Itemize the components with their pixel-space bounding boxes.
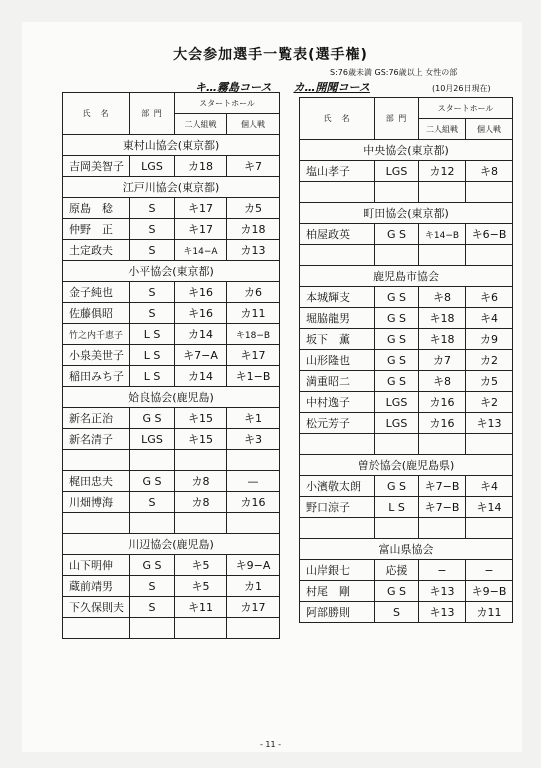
player-name: 山形隆也 xyxy=(300,350,375,371)
individual-start-hole: キ17 xyxy=(227,345,280,366)
player-division: L S xyxy=(130,324,175,345)
individual-start-hole: キ14 xyxy=(466,497,513,518)
association-name: 姶良協会(鹿児島) xyxy=(63,387,280,408)
player-division xyxy=(375,245,419,266)
player-row xyxy=(300,224,513,245)
player-row xyxy=(63,408,280,429)
player-row xyxy=(300,434,513,455)
individual-start-hole: キ9−B xyxy=(466,581,513,602)
player-name xyxy=(300,245,375,266)
pair-start-hole: カ18 xyxy=(175,156,227,177)
player-division: G S xyxy=(375,224,419,245)
player-name: 蔵前靖男 xyxy=(63,576,130,597)
player-row xyxy=(63,198,280,219)
pair-start-hole: キ13 xyxy=(419,602,466,623)
player-division xyxy=(375,518,419,539)
individual-start-hole: キ8 xyxy=(466,161,513,182)
pair-start-hole: カ16 xyxy=(419,392,466,413)
player-row xyxy=(300,350,513,371)
player-row xyxy=(300,581,513,602)
individual-start-hole: カ9 xyxy=(466,329,513,350)
player-row xyxy=(300,329,513,350)
pair-start-hole xyxy=(419,245,466,266)
individual-start-hole: カ5 xyxy=(227,198,280,219)
association-name: 小平協会(東京都) xyxy=(63,261,280,282)
player-division: G S xyxy=(130,555,175,576)
association-name: 富山県協会 xyxy=(300,539,513,560)
player-name: 竹之内千恵子 xyxy=(63,324,130,345)
player-name: 山岸銀七 xyxy=(300,560,375,581)
association-row xyxy=(300,203,513,224)
right-entry-table xyxy=(299,97,513,623)
player-name: 土定政夫 xyxy=(63,240,130,261)
player-name xyxy=(63,618,130,639)
individual-start-hole: カ1 xyxy=(227,576,280,597)
pair-start-hole: キ18 xyxy=(419,308,466,329)
pair-start-hole xyxy=(175,450,227,471)
individual-start-hole: キ2 xyxy=(466,392,513,413)
individual-start-hole: キ4 xyxy=(466,476,513,497)
association-row xyxy=(63,534,280,555)
player-name xyxy=(63,450,130,471)
pair-start-hole: キ11 xyxy=(175,597,227,618)
pair-start-hole: キ7−B xyxy=(419,476,466,497)
player-row xyxy=(300,518,513,539)
player-row xyxy=(63,345,280,366)
player-name xyxy=(300,182,375,203)
pair-start-hole: カ12 xyxy=(419,161,466,182)
pair-start-hole: キ14−B xyxy=(419,224,466,245)
association-row xyxy=(63,261,280,282)
player-name: 新名清子 xyxy=(63,429,130,450)
player-name: 松元芳子 xyxy=(300,413,375,434)
pair-start-hole xyxy=(175,513,227,534)
player-name: 野口涼子 xyxy=(300,497,375,518)
player-row xyxy=(300,413,513,434)
pair-start-hole xyxy=(419,182,466,203)
pair-start-hole xyxy=(175,618,227,639)
course-kirishima: キ…霧島コース xyxy=(195,81,272,94)
pair-start-hole: キ5 xyxy=(175,555,227,576)
player-name: 川畑博海 xyxy=(63,492,130,513)
player-division: 応援 xyxy=(375,560,419,581)
pair-start-hole: カ14 xyxy=(175,324,227,345)
association-name: 東村山協会(東京都) xyxy=(63,135,280,156)
association-row xyxy=(300,455,513,476)
individual-start-hole: — xyxy=(227,471,280,492)
player-name: 小濱敬太朗 xyxy=(300,476,375,497)
pair-start-hole: キ15 xyxy=(175,429,227,450)
player-row xyxy=(63,513,280,534)
individual-start-hole: カ6 xyxy=(227,282,280,303)
player-division: S xyxy=(130,576,175,597)
left-entry-table xyxy=(62,92,280,639)
individual-start-hole xyxy=(466,518,513,539)
player-name xyxy=(300,434,375,455)
player-name xyxy=(63,513,130,534)
association-row xyxy=(63,135,280,156)
individual-start-hole: キ18−B xyxy=(227,324,280,345)
player-division: LGS xyxy=(375,392,419,413)
player-row xyxy=(63,576,280,597)
individual-start-hole: キ13 xyxy=(466,413,513,434)
player-division xyxy=(130,513,175,534)
pair-start-hole: キ17 xyxy=(175,219,227,240)
player-division: G S xyxy=(375,476,419,497)
association-row xyxy=(300,266,513,287)
page-number: - 11 - xyxy=(259,740,282,749)
player-name xyxy=(300,518,375,539)
player-division: LGS xyxy=(375,413,419,434)
player-row xyxy=(300,308,513,329)
page-title: 大会参加選手一覧表(選手権) xyxy=(173,47,368,63)
player-row xyxy=(300,560,513,581)
individual-start-hole: カ17 xyxy=(227,597,280,618)
individual-start-hole xyxy=(466,245,513,266)
player-name: 中村逸子 xyxy=(300,392,375,413)
pair-start-hole: カ7 xyxy=(419,350,466,371)
pair-header: 二人組戦 xyxy=(419,119,466,140)
player-row xyxy=(300,497,513,518)
player-division xyxy=(375,434,419,455)
pair-start-hole: キ18 xyxy=(419,329,466,350)
individual-header: 個人戦 xyxy=(466,119,513,140)
player-division: L S xyxy=(130,345,175,366)
player-division: G S xyxy=(375,308,419,329)
player-row xyxy=(63,429,280,450)
player-name: 吉岡美智子 xyxy=(63,156,130,177)
individual-header: 個人戦 xyxy=(227,114,280,135)
player-row xyxy=(300,371,513,392)
player-name: 稲田みち子 xyxy=(63,366,130,387)
player-division: LGS xyxy=(375,161,419,182)
player-name: 仲野 正 xyxy=(63,219,130,240)
player-division: L S xyxy=(130,366,175,387)
player-name: 原島 稔 xyxy=(63,198,130,219)
division-legend: S:76歳未満 GS:76歳以上 女性の部 xyxy=(330,68,458,77)
pair-start-hole: − xyxy=(419,560,466,581)
individual-start-hole xyxy=(466,182,513,203)
player-division: G S xyxy=(375,329,419,350)
player-name: 塩山孝子 xyxy=(300,161,375,182)
pair-start-hole: キ16 xyxy=(175,282,227,303)
as-of-date: (10月26日現在) xyxy=(432,84,491,93)
association-name: 町田協会(東京都) xyxy=(300,203,513,224)
player-division: S xyxy=(130,282,175,303)
player-name: 満重昭二 xyxy=(300,371,375,392)
player-division: G S xyxy=(130,471,175,492)
individual-start-hole xyxy=(466,434,513,455)
player-row xyxy=(63,303,280,324)
association-row xyxy=(63,387,280,408)
course-kaimon: カ…開聞コース xyxy=(293,81,370,94)
individual-start-hole: キ1 xyxy=(227,408,280,429)
name-header: 氏 名 xyxy=(63,93,130,135)
pair-start-hole: カ8 xyxy=(175,471,227,492)
individual-start-hole: カ13 xyxy=(227,240,280,261)
individual-start-hole: カ11 xyxy=(227,303,280,324)
player-row xyxy=(63,156,280,177)
player-division: S xyxy=(375,602,419,623)
player-division: S xyxy=(130,597,175,618)
player-division xyxy=(375,182,419,203)
pair-start-hole xyxy=(419,518,466,539)
player-row xyxy=(63,282,280,303)
pair-start-hole: キ7−B xyxy=(419,497,466,518)
player-division: S xyxy=(130,219,175,240)
player-name: 坂下 薫 xyxy=(300,329,375,350)
pair-start-hole: キ8 xyxy=(419,287,466,308)
player-row xyxy=(300,392,513,413)
individual-start-hole: − xyxy=(466,560,513,581)
player-division: G S xyxy=(130,408,175,429)
player-name: 小泉美世子 xyxy=(63,345,130,366)
player-division: L S xyxy=(375,497,419,518)
association-name: 中央協会(東京都) xyxy=(300,140,513,161)
division-header: 部 門 xyxy=(375,98,419,140)
player-row xyxy=(63,597,280,618)
player-division: S xyxy=(130,303,175,324)
individual-start-hole: カ16 xyxy=(227,492,280,513)
individual-start-hole: キ9−A xyxy=(227,555,280,576)
player-division xyxy=(130,450,175,471)
association-row xyxy=(300,539,513,560)
player-division: LGS xyxy=(130,429,175,450)
association-name: 江戸川協会(東京都) xyxy=(63,177,280,198)
player-name: 金子純也 xyxy=(63,282,130,303)
start-hole-header: スタートホール xyxy=(419,98,513,119)
player-name: 阿部勝則 xyxy=(300,602,375,623)
player-row xyxy=(300,476,513,497)
name-header: 氏 名 xyxy=(300,98,375,140)
pair-start-hole: キ14−A xyxy=(175,240,227,261)
division-header: 部 門 xyxy=(130,93,175,135)
player-row xyxy=(300,602,513,623)
player-name: 下久保則夫 xyxy=(63,597,130,618)
association-row xyxy=(300,140,513,161)
association-row xyxy=(63,177,280,198)
player-row xyxy=(63,450,280,471)
player-division: S xyxy=(130,492,175,513)
individual-start-hole: カ2 xyxy=(466,350,513,371)
player-row xyxy=(63,492,280,513)
player-row xyxy=(300,287,513,308)
player-name: 新名正治 xyxy=(63,408,130,429)
individual-start-hole xyxy=(227,513,280,534)
individual-start-hole: キ7 xyxy=(227,156,280,177)
association-name: 鹿児島市協会 xyxy=(300,266,513,287)
individual-start-hole: キ6−B xyxy=(466,224,513,245)
start-hole-header: スタートホール xyxy=(175,93,280,114)
individual-start-hole: キ6 xyxy=(466,287,513,308)
pair-start-hole: キ16 xyxy=(175,303,227,324)
pair-start-hole: カ8 xyxy=(175,492,227,513)
player-division: G S xyxy=(375,371,419,392)
pair-start-hole: カ16 xyxy=(419,413,466,434)
player-name: 山下明伸 xyxy=(63,555,130,576)
individual-start-hole xyxy=(227,450,280,471)
player-row xyxy=(63,240,280,261)
player-division: S xyxy=(130,240,175,261)
player-row xyxy=(63,471,280,492)
individual-start-hole: カ18 xyxy=(227,219,280,240)
player-division: G S xyxy=(375,581,419,602)
pair-header: 二人組戦 xyxy=(175,114,227,135)
player-name: 堀脇龍男 xyxy=(300,308,375,329)
association-name: 曽於協会(鹿児島県) xyxy=(300,455,513,476)
player-row xyxy=(63,366,280,387)
player-name: 柏屋政英 xyxy=(300,224,375,245)
player-name: 本城輝支 xyxy=(300,287,375,308)
player-division xyxy=(130,618,175,639)
player-row xyxy=(63,219,280,240)
player-division: LGS xyxy=(130,156,175,177)
player-division: G S xyxy=(375,350,419,371)
player-name: 村尾 剛 xyxy=(300,581,375,602)
pair-start-hole: キ7−A xyxy=(175,345,227,366)
individual-start-hole xyxy=(227,618,280,639)
individual-start-hole: キ1−B xyxy=(227,366,280,387)
player-row xyxy=(63,324,280,345)
player-row xyxy=(300,245,513,266)
player-row xyxy=(300,182,513,203)
pair-start-hole: キ17 xyxy=(175,198,227,219)
individual-start-hole: カ11 xyxy=(466,602,513,623)
player-row xyxy=(63,618,280,639)
individual-start-hole: キ3 xyxy=(227,429,280,450)
player-name: 佐藤俱昭 xyxy=(63,303,130,324)
pair-start-hole: キ5 xyxy=(175,576,227,597)
pair-start-hole: キ15 xyxy=(175,408,227,429)
player-division: G S xyxy=(375,287,419,308)
player-row xyxy=(300,161,513,182)
pair-start-hole: カ14 xyxy=(175,366,227,387)
player-name: 梶田忠夫 xyxy=(63,471,130,492)
pair-start-hole: キ13 xyxy=(419,581,466,602)
individual-start-hole: カ5 xyxy=(466,371,513,392)
player-division: S xyxy=(130,198,175,219)
pair-start-hole: キ8 xyxy=(419,371,466,392)
player-row xyxy=(63,555,280,576)
association-name: 川辺協会(鹿児島) xyxy=(63,534,280,555)
pair-start-hole xyxy=(419,434,466,455)
individual-start-hole: キ4 xyxy=(466,308,513,329)
